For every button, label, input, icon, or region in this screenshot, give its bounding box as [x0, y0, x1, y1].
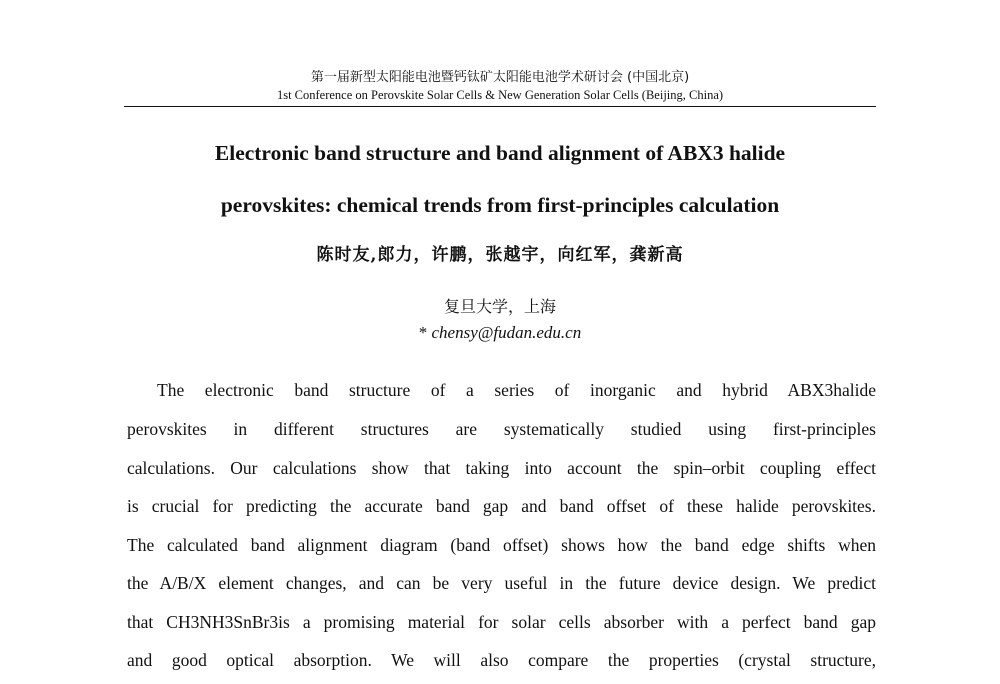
email-address[interactable]: chensy@fudan.edu.cn	[431, 323, 582, 342]
abstract-line: and good optical absorption. We will also compare the properties (crystal structure,	[127, 650, 876, 670]
affiliation: 复旦大学，上海	[443, 297, 556, 316]
abstract-line: calculations. Our calculations show that taking into account the spin–orbit coupling effect	[127, 458, 876, 478]
abstract-line: is crucial for predicting the accurate band gap and band offset of these halide perovskites.	[127, 496, 876, 516]
conference-header-english: 1st Conference on Perovskite Solar Cells & New Generation Solar Cells (Beijing, China)	[276, 88, 724, 102]
author-list: 陈时友,郎力，许鹏，张越宇，向红军，龚新高	[316, 245, 684, 265]
conference-header-chinese: 第一届新型太阳能电池暨钙钛矿太阳能电池学术研讨会 (中国北京)	[310, 70, 690, 85]
corresponding-email	[0, 322, 1000, 344]
abstract-line: The electronic band structure of a series of inorganic and hybrid ABX3halide	[157, 380, 876, 400]
header-divider	[124, 106, 876, 107]
paper-title-line-1: Electronic band structure and band alignment of ABX3 halide	[214, 141, 786, 165]
email-marker: *	[418, 323, 432, 342]
abstract-line: perovskites in different structures are systematically studied using first-principles	[127, 419, 876, 439]
paper-title-line-2: perovskites: chemical trends from first-principles calculation	[220, 193, 780, 217]
abstract-line: The calculated band alignment diagram (band offset) shows how the band edge shifts when	[127, 535, 876, 555]
abstract-line: the A/B/X element changes, and can be very useful in the future device design. We predict	[127, 573, 876, 593]
abstract-line: that CH3NH3SnBr3is a promising material for solar cells absorber with a perfect band gap	[127, 612, 876, 632]
